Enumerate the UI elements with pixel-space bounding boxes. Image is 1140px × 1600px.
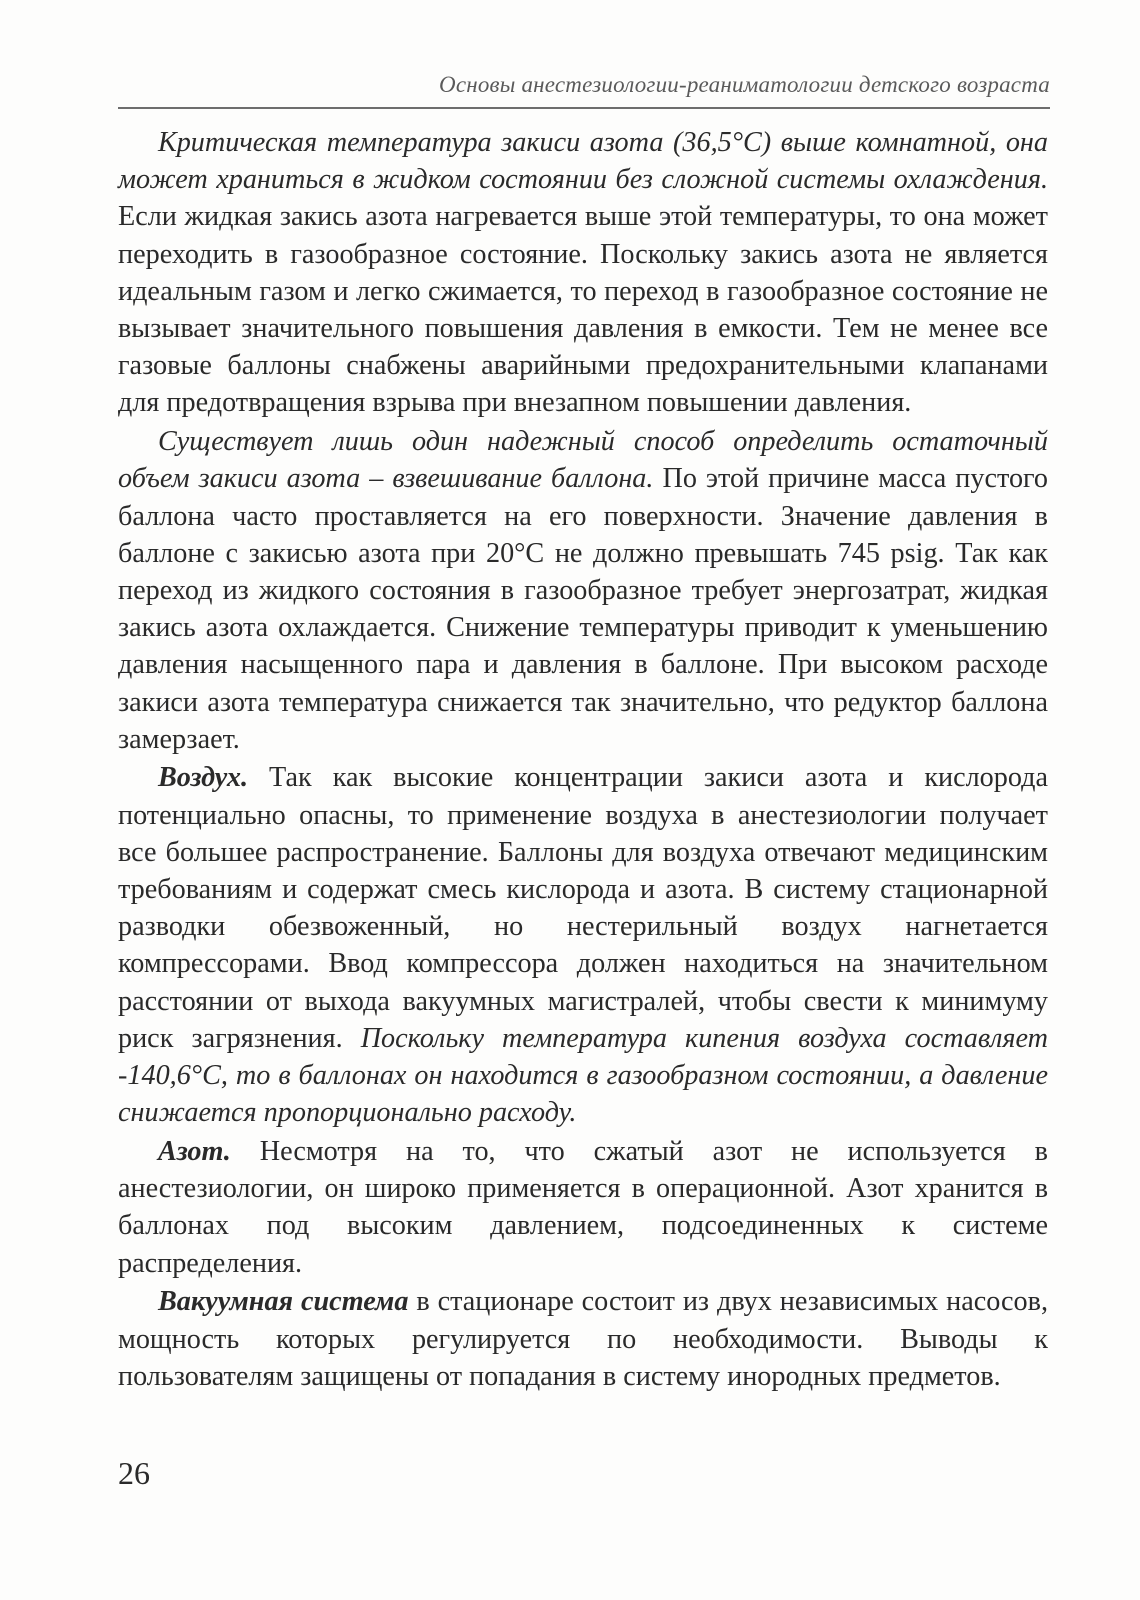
paragraph-segment: Существует лишь один надежный способ определить остаточный объем закиси азота – взвешивание баллона.	[118, 426, 1048, 495]
header-rule	[118, 107, 1050, 109]
paragraph-segment: Если жидкая закись азота нагревается выше этой температуры, то она может переходить в газообразное состояние. Поскольку закись азота не является идеальным газом и легко сжимается, то переход в газообразное состояние не вызывает значительного повышения давления в емкости. Тем не менее все газовые баллоны снабжены аварийными предохранительными клапанами для предотвращения взрыва при внезапном повышении давления.	[118, 201, 1048, 419]
paragraph-air	[118, 759, 1048, 1131]
section-term-vacuum: Вакуумная система	[158, 1286, 409, 1318]
paragraph-vacuum-system	[118, 1283, 1048, 1395]
paragraph-segment: Поскольку температура кипения воздуха составляет -140,6°С, то в баллонах он находится в газообразном состоянии, а давление снижается пропорционально расходу.	[118, 1022, 1048, 1129]
body-text	[118, 124, 1048, 1396]
paragraph-segment: в стационаре состоит из двух независимых насосов, мощность которых регулируется по необходимости. Выводы к пользователям защищены от попадания в систему инородных предметов.	[118, 1286, 1049, 1392]
paragraph-nitrous-weighing	[118, 423, 1048, 758]
paragraph-segment: Так как высокие концентрации закиси азота и кислорода потенциально опасны, то применение воздуха в анестезиологии получает все большее распространение. Баллоны для воздуха отвечают медицинским требованиям и содержат смесь кислорода и азота. В систему стационарной разводки обезвоженный, но нестерильный воздух нагнетается компрессорами. Ввод компрессора должен находиться на значительном расстоянии от выхода вакуумных магистралей, чтобы свести к минимуму риск загрязнения.	[118, 762, 1048, 1054]
page-number: 26	[118, 1455, 150, 1491]
section-term-air: Воздух.	[158, 762, 249, 794]
running-header: Основы анестезиологии-реаниматологии детского возраста	[439, 72, 1050, 97]
paragraph-segment: Критическая температура закиси азота (36,5°С) выше комнатной, она может храниться в жидком состоянии без сложной системы охлаждения.	[118, 127, 1048, 196]
paragraph-nitrous-critical-temperature	[118, 124, 1048, 422]
paragraph-segment: Несмотря на то, что сжатый азот не используется в анестезиологии, он широко применяется в операционной. Азот хранится в баллонах под высоким давлением, подсоединенных к системе распределения.	[118, 1135, 1048, 1279]
paragraph-segment: По этой причине масса пустого баллона часто проставляется на его поверхности. Значение давления в баллоне с закисью азота при 20°С не должно превышать 745 psig. Так как переход из жидкого состояния в газообразное требует энергозатрат, жидкая закись азота охлаждается. Снижение температуры приводит к уменьшению давления насыщенного пара и давления в баллоне. При высоком расходе закиси азота температура снижается так значительно, что редуктор баллона замерзает.	[118, 463, 1048, 755]
section-term-nitrogen: Азот.	[158, 1135, 231, 1167]
paragraph-nitrogen	[118, 1133, 1048, 1282]
